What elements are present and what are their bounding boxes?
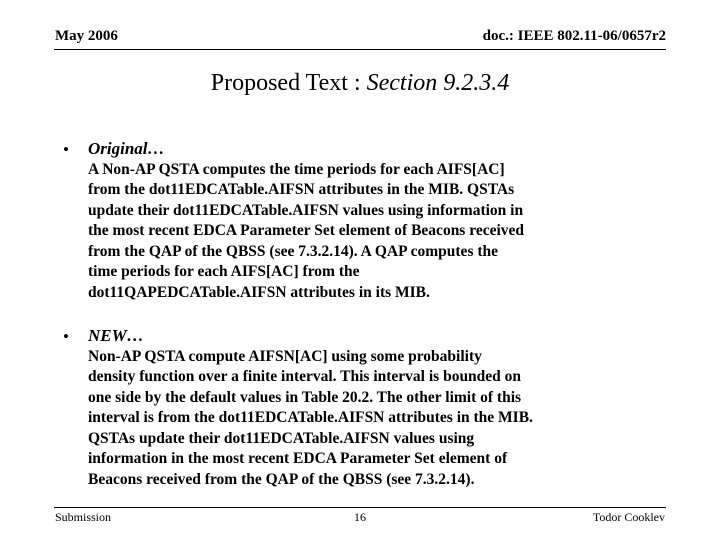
original-line: A Non-AP QSTA computes the time periods for each AIFS[AC]	[88, 160, 505, 178]
new-line: Non-AP QSTA compute AIFSN[AC] using some probability	[88, 347, 482, 365]
original-line: dot11QAPEDCATable.AIFSN attributes in its MIB.	[88, 283, 430, 301]
header-rule	[54, 49, 666, 50]
original-heading: Original…	[88, 139, 165, 158]
new-line: Beacons received from the QAP of the QBSS (see 7.3.2.14).	[88, 470, 475, 488]
bullet-marker-original: •	[63, 140, 69, 159]
bullet-marker-new: •	[63, 327, 69, 346]
new-line: information in the most recent EDCA Parameter Set element of	[88, 450, 508, 467]
new-line: one side by the default values in Table 20.2. The other limit of this	[88, 388, 522, 406]
title-section: Section 9.2.3.4	[366, 70, 510, 96]
new-line: QSTAs update their dot11EDCATable.AIFSN values using	[88, 429, 475, 447]
original-line: time periods for each AIFS[AC] from the	[88, 263, 360, 280]
original-line: from the dot11EDCATable.AIFSN attributes in the MIB. QSTAs	[88, 181, 515, 198]
title-main: Proposed Text :	[210, 70, 367, 96]
new-text-block	[88, 326, 668, 490]
footer-author: Todor Cooklev	[592, 510, 665, 524]
footer-page-number: 16	[354, 510, 366, 524]
original-line: update their dot11EDCATable.AIFSN values using information in	[88, 201, 524, 219]
original-text-block	[88, 139, 668, 303]
original-line: from the QAP of the QBSS (see 7.3.2.14). A QAP computes the	[88, 242, 499, 260]
new-line: density function over a finite interval. This interval is bounded on	[88, 368, 522, 385]
header-date: May 2006	[55, 28, 118, 44]
footer-rule	[54, 507, 666, 508]
new-line: interval is from the dot11EDCATable.AIFSN attributes in the MIB.	[88, 409, 533, 426]
footer-submission: Submission	[55, 510, 112, 524]
original-line: the most recent EDCA Parameter Set element of Beacons received	[88, 222, 525, 239]
header-doc-id: doc.: IEEE 802.11-06/0657r2	[482, 28, 666, 44]
slide-title	[0, 70, 720, 97]
new-heading: NEW…	[88, 326, 144, 345]
